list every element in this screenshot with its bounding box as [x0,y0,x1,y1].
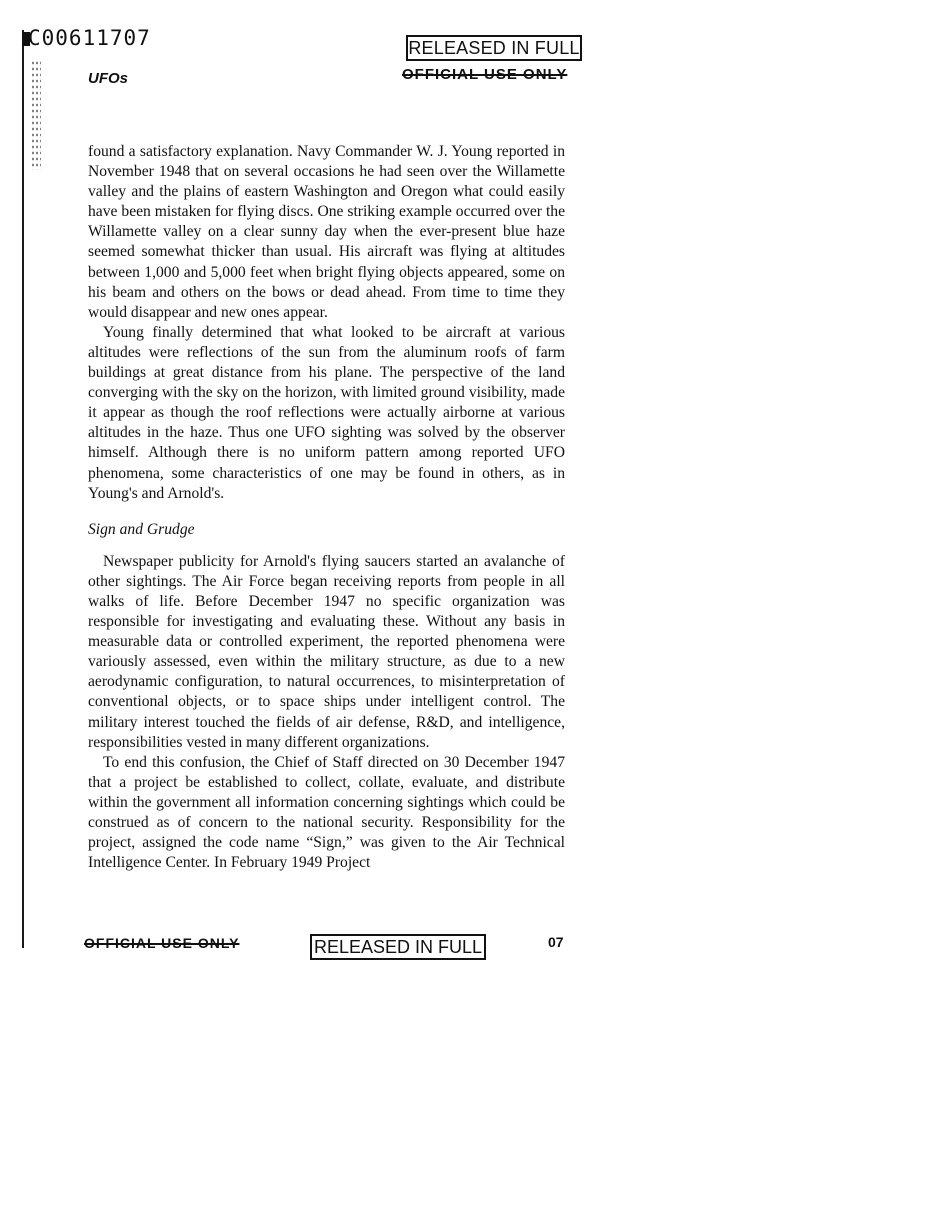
scan-margin-line [22,30,24,948]
paragraph-3: Newspaper publicity for Arnold's flying saucers started an avalanche of other sightings. The Air Force began receiving reports from people in all walks of life. Before December 1947 no specific organization was responsible for investigating and evaluating these. Without any basis in measurable data or controlled experiment, the reported phenomena were variously assessed, even within the military structure, as due to a new aerodynamic configuration, to natural occurrences, to misinterpretation of conventional objects, or to space ships under intelligent control. The military interest touched the fields of air defense, R&D, and intelligence, responsibilities vested in many different organizations. [88,552,565,751]
paragraph-4: To end this confusion, the Chief of Staff directed on 30 December 1947 that a project be established to collect, collate, evaluate, and distribute within the government all information concerning sightings which could be construed as of concern to the national security. Responsibility for the project, assigned the code name “Sign,” was given to the Air Technical Intelligence Center. In February 1949 Project [88,753,565,872]
document-id: C00611707 [28,26,151,50]
document-body [88,142,565,873]
paragraph-2: Young finally determined that what looked to be aircraft at various altitudes were reflections of the sun from the aluminum roofs of farm buildings at great distance from his plane. The perspective of the land converging with the sky on the horizon, with limited ground visibility, made it appear as though the roof reflections were actually airborne at various altitudes in the haze. Thus one UFO sighting was solved by the observer himself. Although there is no uniform pattern among reported UFO phenomena, some characteristics of one may be found in others, as in Young's and Arnold's. [88,323,565,502]
classification-marking-top: OFFICIAL USE ONLY [402,66,568,83]
page-number: 07 [548,934,564,950]
running-head: UFOs [88,70,129,87]
section-heading: Sign and Grudge [88,520,195,538]
release-stamp-top: RELEASED IN FULL [406,35,582,61]
classification-marking-bottom: OFFICIAL USE ONLY [84,935,240,951]
scan-margin-specks [31,60,41,170]
release-stamp-bottom: RELEASED IN FULL [310,934,486,960]
paragraph-1: found a satisfactory explanation. Navy Commander W. J. Young reported in November 1948 that on several occasions he had seen over the Willamette valley and the plains of eastern Washington and Oregon what could easily have been mistaken for flying discs. One striking example occurred over the Willamette valley on a clear sunny day when the ever-present blue haze seemed somewhat thicker than usual. His aircraft was flying at altitudes between 1,000 and 5,000 feet when bright flying objects appeared, some on his beam and others on the bows or dead ahead. From time to time they would disappear and new ones appear. [88,143,565,321]
